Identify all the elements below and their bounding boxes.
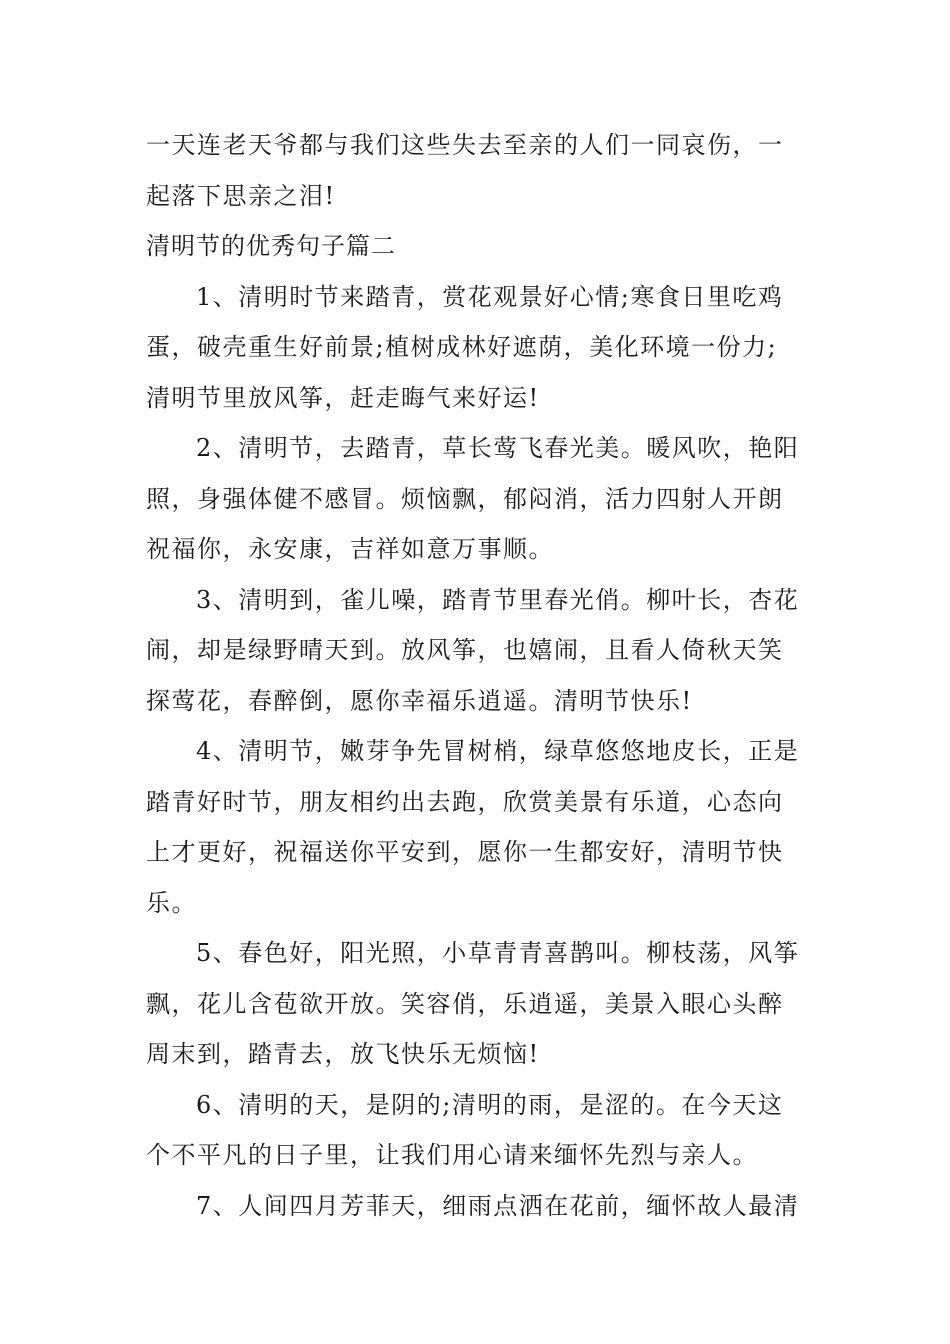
item-line: 5、春色好，阳光照，小草青青喜鹊叫。柳枝荡，风筝 bbox=[196, 939, 800, 967]
list-item bbox=[146, 423, 810, 575]
item-line: 4、清明节，嫩芽争先冒树梢，绿草悠悠地皮长，正是 bbox=[196, 737, 800, 765]
section-title: 清明节的优秀句子篇二 bbox=[146, 232, 396, 260]
item-line: 3、清明到，雀儿噪，踏青节里春光俏。柳叶长，杏花 bbox=[196, 585, 800, 614]
item-line: 7、人间四月芳菲天，细雨点洒在花前，缅怀故人最清 bbox=[196, 1191, 800, 1220]
intro-line: 起落下思亲之泪! bbox=[146, 181, 336, 210]
list-item bbox=[146, 928, 810, 1080]
item-line: 闹，却是绿野晴天到。放风筝，也嬉闹，且看人倚秋天笑 bbox=[146, 636, 784, 664]
item-line: 个不平凡的日子里，让我们用心请来缅怀先烈与亲人。 bbox=[146, 1141, 758, 1169]
item-line: 蛋，破壳重生好前景;植树成林好遮荫，美化环境一份力; bbox=[146, 333, 778, 361]
item-line: 探莺花，春醉倒，愿你幸福乐逍遥。清明节快乐! bbox=[146, 686, 693, 715]
item-line: 乐。 bbox=[146, 888, 197, 917]
list-item bbox=[146, 1181, 810, 1232]
list-item bbox=[146, 726, 810, 928]
document-body bbox=[146, 120, 810, 1231]
item-line: 踏青好时节，朋友相约出去跑，欣赏美景有乐道，心态向 bbox=[146, 787, 784, 816]
item-line: 祝福你，永安康，吉祥如意万事顺。 bbox=[146, 535, 554, 563]
item-line: 上才更好，祝福送你平安到，愿你一生都安好，清明节快 bbox=[146, 838, 784, 866]
list-item bbox=[146, 272, 810, 424]
item-line: 2、清明节，去踏青，草长莺飞春光美。暖风吹，艳阳 bbox=[196, 434, 800, 462]
item-line: 1、清明时节来踏青，赏花观景好心情;寒食日里吃鸡 bbox=[196, 282, 784, 311]
item-line: 周末到，踏青去，放飞快乐无烦恼! bbox=[146, 1040, 540, 1068]
intro-line: 一天连老天爷都与我们这些失去至亲的人们一同哀伤，一 bbox=[146, 131, 784, 159]
item-line: 6、清明的天，是阴的;清明的雨，是涩的。在今天这 bbox=[196, 1090, 784, 1119]
item-line: 照，身强体健不感冒。烦恼飘，郁闷消，活力四射人开朗 bbox=[146, 484, 784, 513]
list-item bbox=[146, 575, 810, 727]
item-line: 飘，花儿含苞欲开放。笑容俏，乐逍遥，美景入眼心头醉 bbox=[146, 989, 784, 1018]
list-item bbox=[146, 1080, 810, 1181]
item-line: 清明节里放风筝，赶走晦气来好运! bbox=[146, 383, 540, 412]
